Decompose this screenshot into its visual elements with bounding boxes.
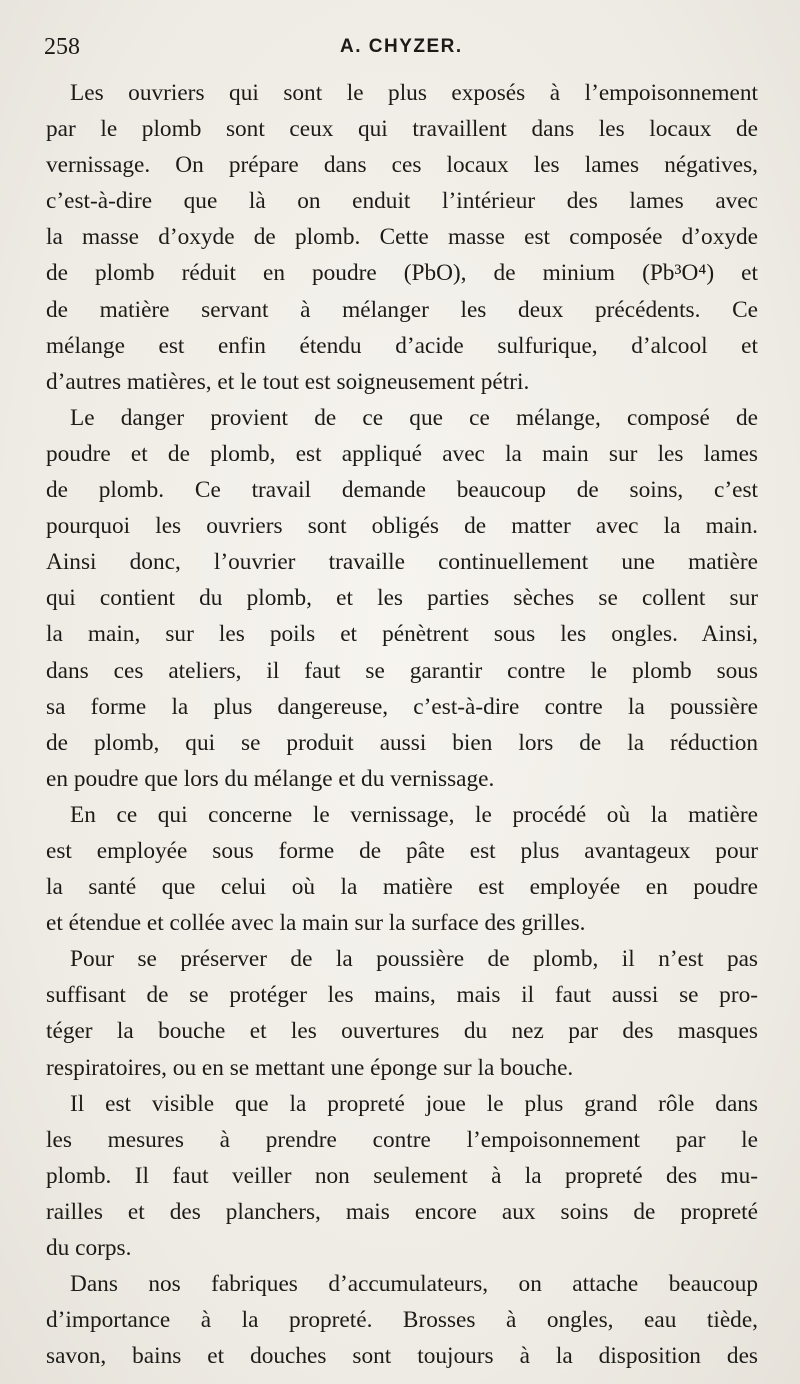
page-header bbox=[44, 30, 756, 64]
page-number: 258 bbox=[44, 34, 80, 60]
text-line: d’autres matières, et le tout est soigneusement pétri. bbox=[46, 368, 530, 395]
text-line: est employée sous forme de pâte est plus avantageux pour bbox=[46, 837, 758, 864]
paragraph bbox=[46, 1266, 758, 1374]
text-line: savon, bains et douches sont toujours à la disposition des bbox=[46, 1343, 758, 1370]
text-line: pourquoi les ouvriers sont obligés de matter avec la main. bbox=[46, 513, 758, 540]
text-line: de plomb. Ce travail demande beaucoup de soins, c’est bbox=[46, 477, 758, 504]
text-line: la santé que celui où la matière est employée en poudre bbox=[46, 874, 758, 901]
paragraph bbox=[46, 941, 758, 1085]
text-line: c’est-à-dire que là on enduit l’intérieur des lames avec bbox=[46, 188, 758, 215]
text-line: de plomb, qui se produit aussi bien lors de la réduction bbox=[46, 729, 758, 756]
paragraph bbox=[46, 1086, 758, 1266]
paragraph bbox=[46, 400, 758, 797]
text-line: du corps. bbox=[46, 1235, 132, 1261]
body-text bbox=[46, 75, 758, 1374]
text-line: sa forme la plus dangereuse, c’est-à-dire contre la poussière bbox=[46, 693, 758, 720]
text-line: Ainsi donc, l’ouvrier travaille continuellement une matière bbox=[46, 549, 758, 576]
text-line: dans ces ateliers, il faut se garantir contre le plomb sous bbox=[46, 657, 758, 684]
text-line: de plomb réduit en poudre (PbO), de minium (Pb³O⁴) et bbox=[46, 260, 758, 287]
text-line: la masse d’oxyde de plomb. Cette masse est composée d’oxyde bbox=[46, 224, 758, 251]
text-line: et étendue et collée avec la main sur la surface des grilles. bbox=[46, 910, 586, 937]
running-head: A. CHYZER. bbox=[340, 36, 463, 57]
text-line: poudre et de plomb, est appliqué avec la main sur les lames bbox=[46, 440, 758, 467]
text-line: Dans nos fabriques d’accumulateurs, on attache beaucoup bbox=[70, 1271, 758, 1298]
text-line: respiratoires, ou en se mettant une éponge sur la bouche. bbox=[46, 1054, 574, 1081]
text-line: vernissage. On prépare dans ces locaux les lames négatives, bbox=[46, 152, 758, 179]
text-line: qui contient du plomb, et les parties sèches se collent sur bbox=[46, 585, 758, 612]
paragraph bbox=[46, 75, 758, 400]
text-line: d’importance à la propreté. Brosses à ongles, eau tiède, bbox=[46, 1307, 758, 1334]
text-line: railles et des planchers, mais encore aux soins de propreté bbox=[46, 1198, 758, 1225]
text-line: Il est visible que la propreté joue le plus grand rôle dans bbox=[70, 1090, 758, 1117]
text-line: en poudre que lors du mélange et du vernissage. bbox=[46, 765, 495, 792]
text-line: Le danger provient de ce que ce mélange, composé de bbox=[70, 404, 758, 431]
text-line: par le plomb sont ceux qui travaillent dans les locaux de bbox=[46, 116, 758, 143]
text-line: les mesures à prendre contre l’empoisonnement par le bbox=[46, 1126, 758, 1153]
text-line: téger la bouche et les ouvertures du nez par des masques bbox=[46, 1018, 758, 1045]
text-line: mélange est enfin étendu d’acide sulfurique, d’alcool et bbox=[46, 332, 758, 359]
text-line: Pour se préserver de la poussière de plomb, il n’est pas bbox=[70, 946, 758, 973]
text-line: la main, sur les poils et pénètrent sous les ongles. Ainsi, bbox=[46, 621, 758, 648]
text-line: En ce qui concerne le vernissage, le procédé où la matière bbox=[70, 801, 758, 828]
text-line: Les ouvriers qui sont le plus exposés à l’empoisonnement bbox=[70, 80, 758, 106]
paragraph bbox=[46, 797, 758, 941]
text-line: suffisant de se protéger les mains, mais il faut aussi se pro- bbox=[46, 982, 758, 1009]
text-line: de matière servant à mélanger les deux précédents. Ce bbox=[46, 296, 758, 323]
text-line: plomb. Il faut veiller non seulement à la propreté des mu- bbox=[46, 1162, 758, 1189]
